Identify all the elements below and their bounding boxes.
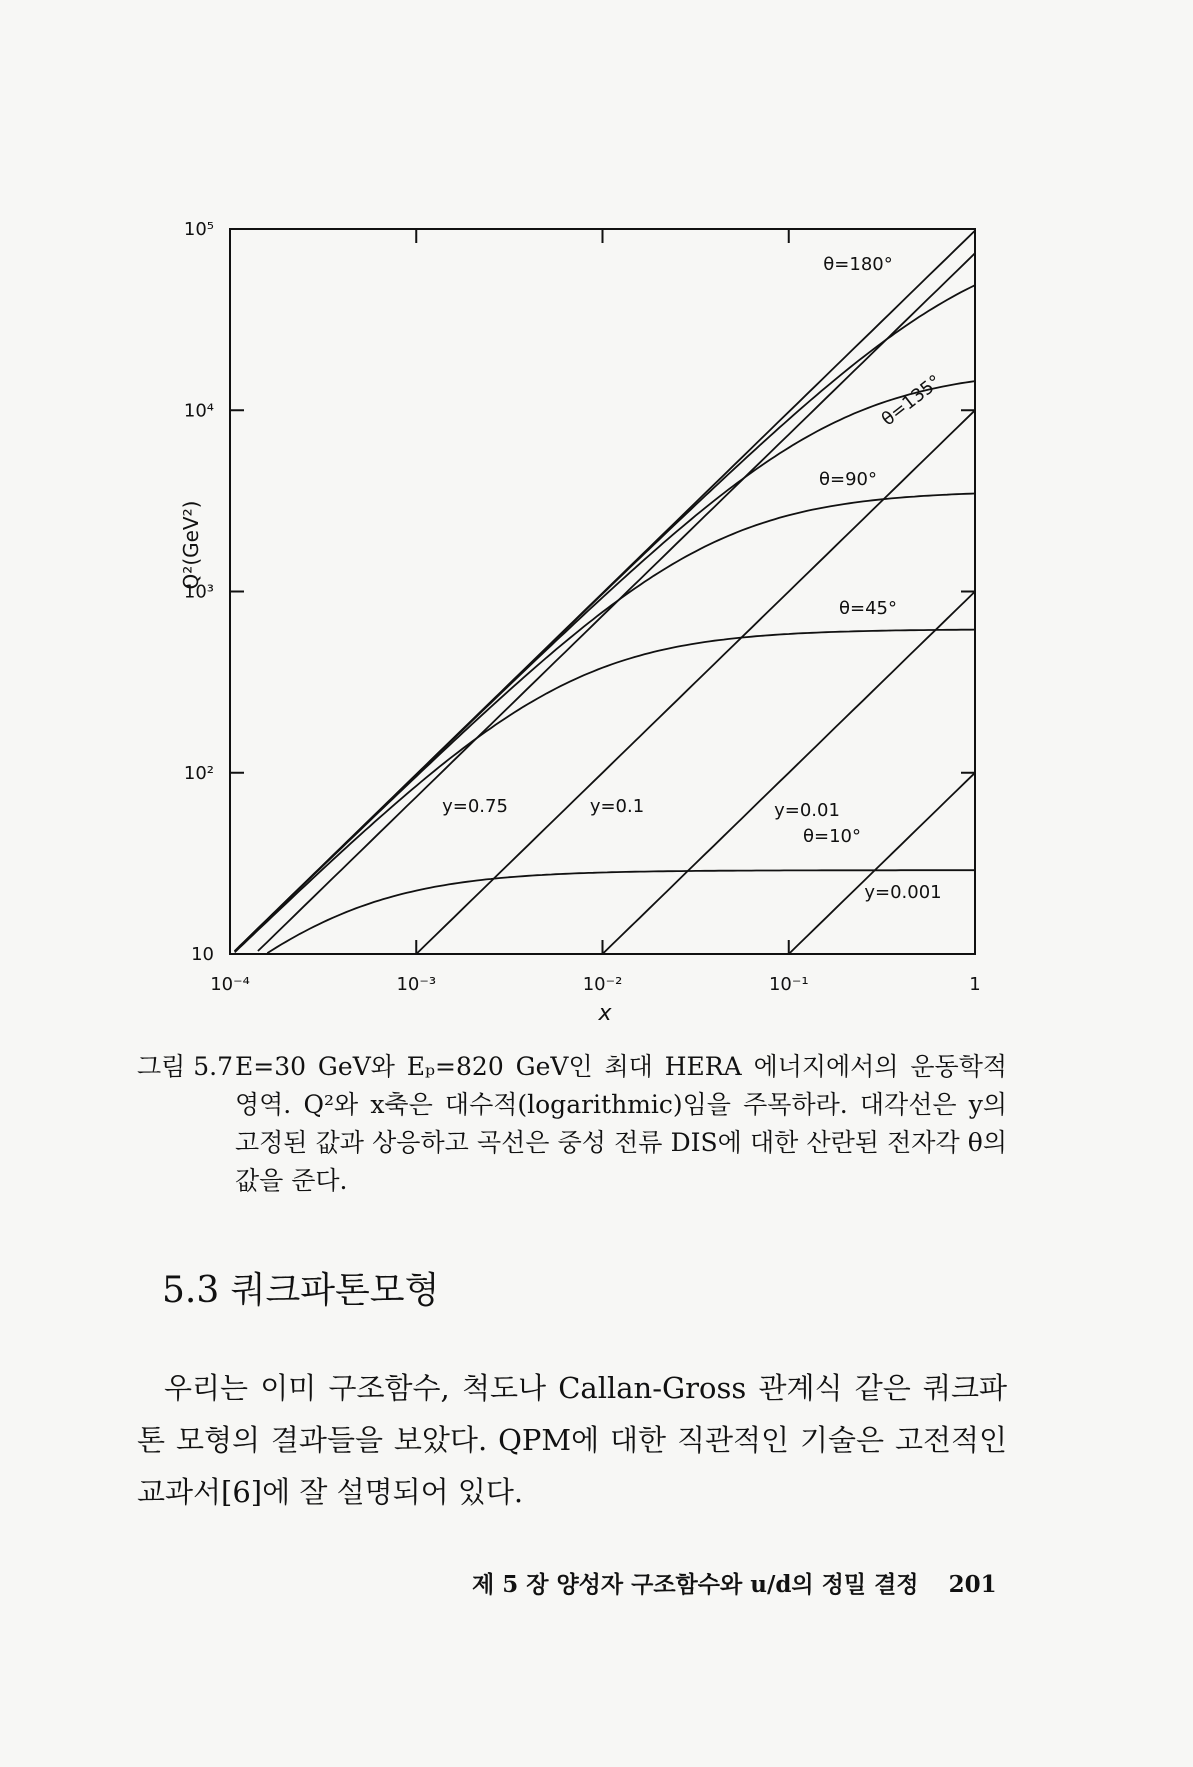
caption-text: E=30 GeV와 Eₚ=820 GeV인 최대 HERA 에너지에서의 운동학적 영역. Q²와 x축은 대수적(logarithmic)임을 주목하라. 대각선은 y의 고정된 값과 상응하고 곡선은 중성 전류 DIS에 대한 산란된 전자각 θ의 값을 준다. <box>235 1052 1007 1195</box>
curve-label-y01: y=0.1 <box>589 796 645 817</box>
x-tick-label: 10⁻² <box>582 974 623 995</box>
curve-label-180: θ=180° <box>823 254 893 275</box>
curve-label-135: θ=135° <box>877 371 946 431</box>
curve-label-y001: y=0.01 <box>774 800 840 821</box>
x-axis-label: x <box>598 1001 612 1026</box>
curve-label-45: θ=45° <box>839 598 897 619</box>
tick-marks <box>230 229 975 954</box>
page-number: 201 <box>948 1571 997 1598</box>
x-tick-label: 10⁻³ <box>396 974 437 995</box>
section-title: 5.3 쿼크파톤모형 <box>162 1270 440 1311</box>
y-tick-label: 10² <box>183 762 214 784</box>
footer-chapter: 제 5 장 양성자 구조함수와 u/d의 정밀 결정 <box>472 1571 919 1598</box>
y-axis-label: Q²(GeV²) <box>179 500 203 590</box>
y-tick-label: 10³ <box>183 581 214 603</box>
x-tick-label: 1 <box>969 974 981 995</box>
y-tick-label: 10⁴ <box>183 400 214 422</box>
body-paragraph: 우리는 이미 구조함수, 척도나 Callan-Gross 관계식 같은 쿼크파톤 모형의 결과들을 보았다. QPM에 대한 직관적인 기술은 고전적인 교과서[6]에 잘 설명되어 있다. <box>137 1371 1007 1509</box>
y-line-y075 <box>416 410 975 954</box>
curve-label-90: θ=90° <box>819 469 877 490</box>
curve-label-y0001: y=0.001 <box>864 882 942 903</box>
x-tick-label: 10⁻¹ <box>768 974 809 995</box>
caption-number: 그림 5.7 <box>137 1052 234 1081</box>
page-footer <box>472 1566 997 1599</box>
curve-label-10: θ=10° <box>803 826 861 847</box>
figure-caption <box>137 1048 1007 1200</box>
plot-frame <box>230 229 975 954</box>
x-tick-label: 10⁻⁴ <box>210 974 250 995</box>
plot-lines <box>235 231 975 954</box>
theta-curve-3 <box>235 630 975 953</box>
y-tick-label: 10⁵ <box>183 219 214 240</box>
curve-label-y075: y=0.75 <box>442 796 508 817</box>
y-tick-label: 10 <box>191 944 214 965</box>
